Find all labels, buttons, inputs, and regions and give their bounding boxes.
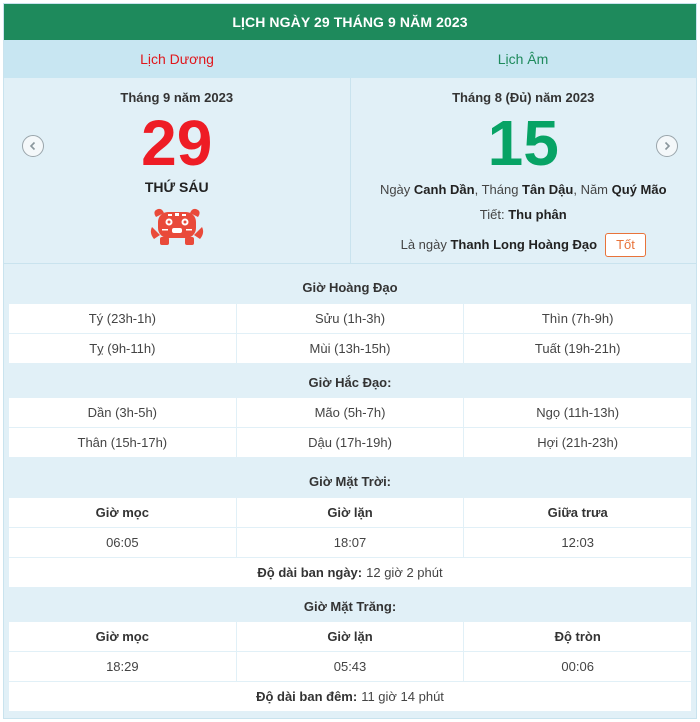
day-length-label: Độ dài ban ngày: [257, 565, 363, 580]
gio-hac-dao-table [9, 398, 691, 457]
table-row [9, 652, 691, 681]
nam-prefix: , Năm [573, 182, 612, 197]
date-columns [4, 78, 696, 264]
tiet-prefix: Tiết: [479, 207, 509, 222]
solar-day-number: 29 [141, 107, 213, 179]
gio-mat-trang-title: Giờ Mặt Trăng: [303, 598, 397, 614]
gio-hoang-dao-table [9, 304, 691, 363]
table-header-cell: Giờ mọc [9, 498, 236, 527]
ngay-prefix: Ngày [379, 182, 414, 197]
thang-value: Tân Dậu [522, 182, 574, 197]
table-header-cell: Giờ lặn [237, 498, 464, 527]
solar-calendar-label: Lịch Dương [140, 51, 214, 67]
solar-month-year: Tháng 9 năm 2023 [120, 90, 234, 105]
ngay-value: Canh Dần [413, 182, 475, 197]
table-cell: Sửu (1h-3h) [237, 304, 464, 333]
chevron-right-icon[interactable] [656, 135, 678, 157]
night-length-label: Độ dài ban đêm: [256, 689, 358, 704]
night-length-row [9, 682, 691, 711]
lunar-date-column [351, 78, 697, 263]
table-cell: Tý (23h-1h) [9, 304, 236, 333]
table-cell: Dần (3h-5h) [9, 398, 236, 427]
la-ngay-value: Thanh Long Hoàng Đạo [450, 237, 598, 252]
calendar-panel [3, 3, 697, 719]
table-cell: 05:43 [237, 652, 464, 681]
table-row [9, 428, 691, 457]
table-cell: 18:29 [9, 652, 236, 681]
day-quality-line [351, 233, 697, 257]
day-rating-badge: Tốt [605, 233, 646, 257]
table-row [9, 304, 691, 333]
tiet-value: Thu phân [508, 207, 567, 222]
lunar-day-number: 15 [487, 107, 559, 179]
lunar-month-year: Tháng 8 (Đủ) năm 2023 [452, 90, 595, 105]
table-cell: Tuất (19h-21h) [464, 334, 691, 363]
table-cell: Thìn (7h-9h) [464, 304, 691, 333]
tiger-icon [148, 203, 206, 247]
table-header-row [9, 622, 691, 651]
night-length [9, 682, 691, 711]
solar-weekday: THỨ SÁU [144, 179, 209, 195]
tiet-khi-line [351, 208, 697, 222]
night-length-value: 11 giờ 14 phút [361, 689, 444, 704]
gio-mat-troi-table [9, 498, 691, 587]
gio-hoang-dao-title: Giờ Hoàng Đạo [302, 279, 398, 295]
calendar-type-labels [4, 40, 696, 78]
table-header-cell: Giữa trưa [464, 498, 691, 527]
table-cell: Tỵ (9h-11h) [9, 334, 236, 363]
table-row [9, 398, 691, 427]
table-cell: 06:05 [9, 528, 236, 557]
table-cell: Ngọ (11h-13h) [464, 398, 691, 427]
solar-date-column [4, 78, 351, 263]
table-row [9, 528, 691, 557]
table-row [9, 334, 691, 363]
table-cell: Mùi (13h-15h) [237, 334, 464, 363]
calendar-title: LỊCH NGÀY 29 THÁNG 9 NĂM 2023 [4, 4, 696, 40]
gio-hac-dao-title: Giờ Hắc Đạo: [308, 374, 392, 390]
day-length-value: 12 giờ 2 phút [366, 565, 443, 580]
thang-prefix: , Tháng [474, 182, 523, 197]
day-length [9, 558, 691, 587]
la-ngay-prefix: Là ngày [400, 237, 451, 252]
table-header-cell: Độ tròn [464, 622, 691, 651]
lunar-calendar-label: Lịch Âm [497, 51, 549, 67]
gio-mat-trang-table [9, 622, 691, 711]
nam-value: Quý Mão [611, 182, 667, 197]
table-cell: Dậu (17h-19h) [237, 428, 464, 457]
table-cell: 18:07 [237, 528, 464, 557]
table-cell: Mão (5h-7h) [237, 398, 464, 427]
table-cell: Thân (15h-17h) [9, 428, 236, 457]
table-cell: 00:06 [464, 652, 691, 681]
day-length-row [9, 558, 691, 587]
table-cell: Hợi (21h-23h) [464, 428, 691, 457]
table-header-cell: Giờ lặn [237, 622, 464, 651]
table-cell: 12:03 [464, 528, 691, 557]
table-header-cell: Giờ mọc [9, 622, 236, 651]
table-header-row [9, 498, 691, 527]
can-chi-line [351, 183, 697, 197]
gio-mat-troi-title: Giờ Mặt Trời: [308, 473, 392, 489]
